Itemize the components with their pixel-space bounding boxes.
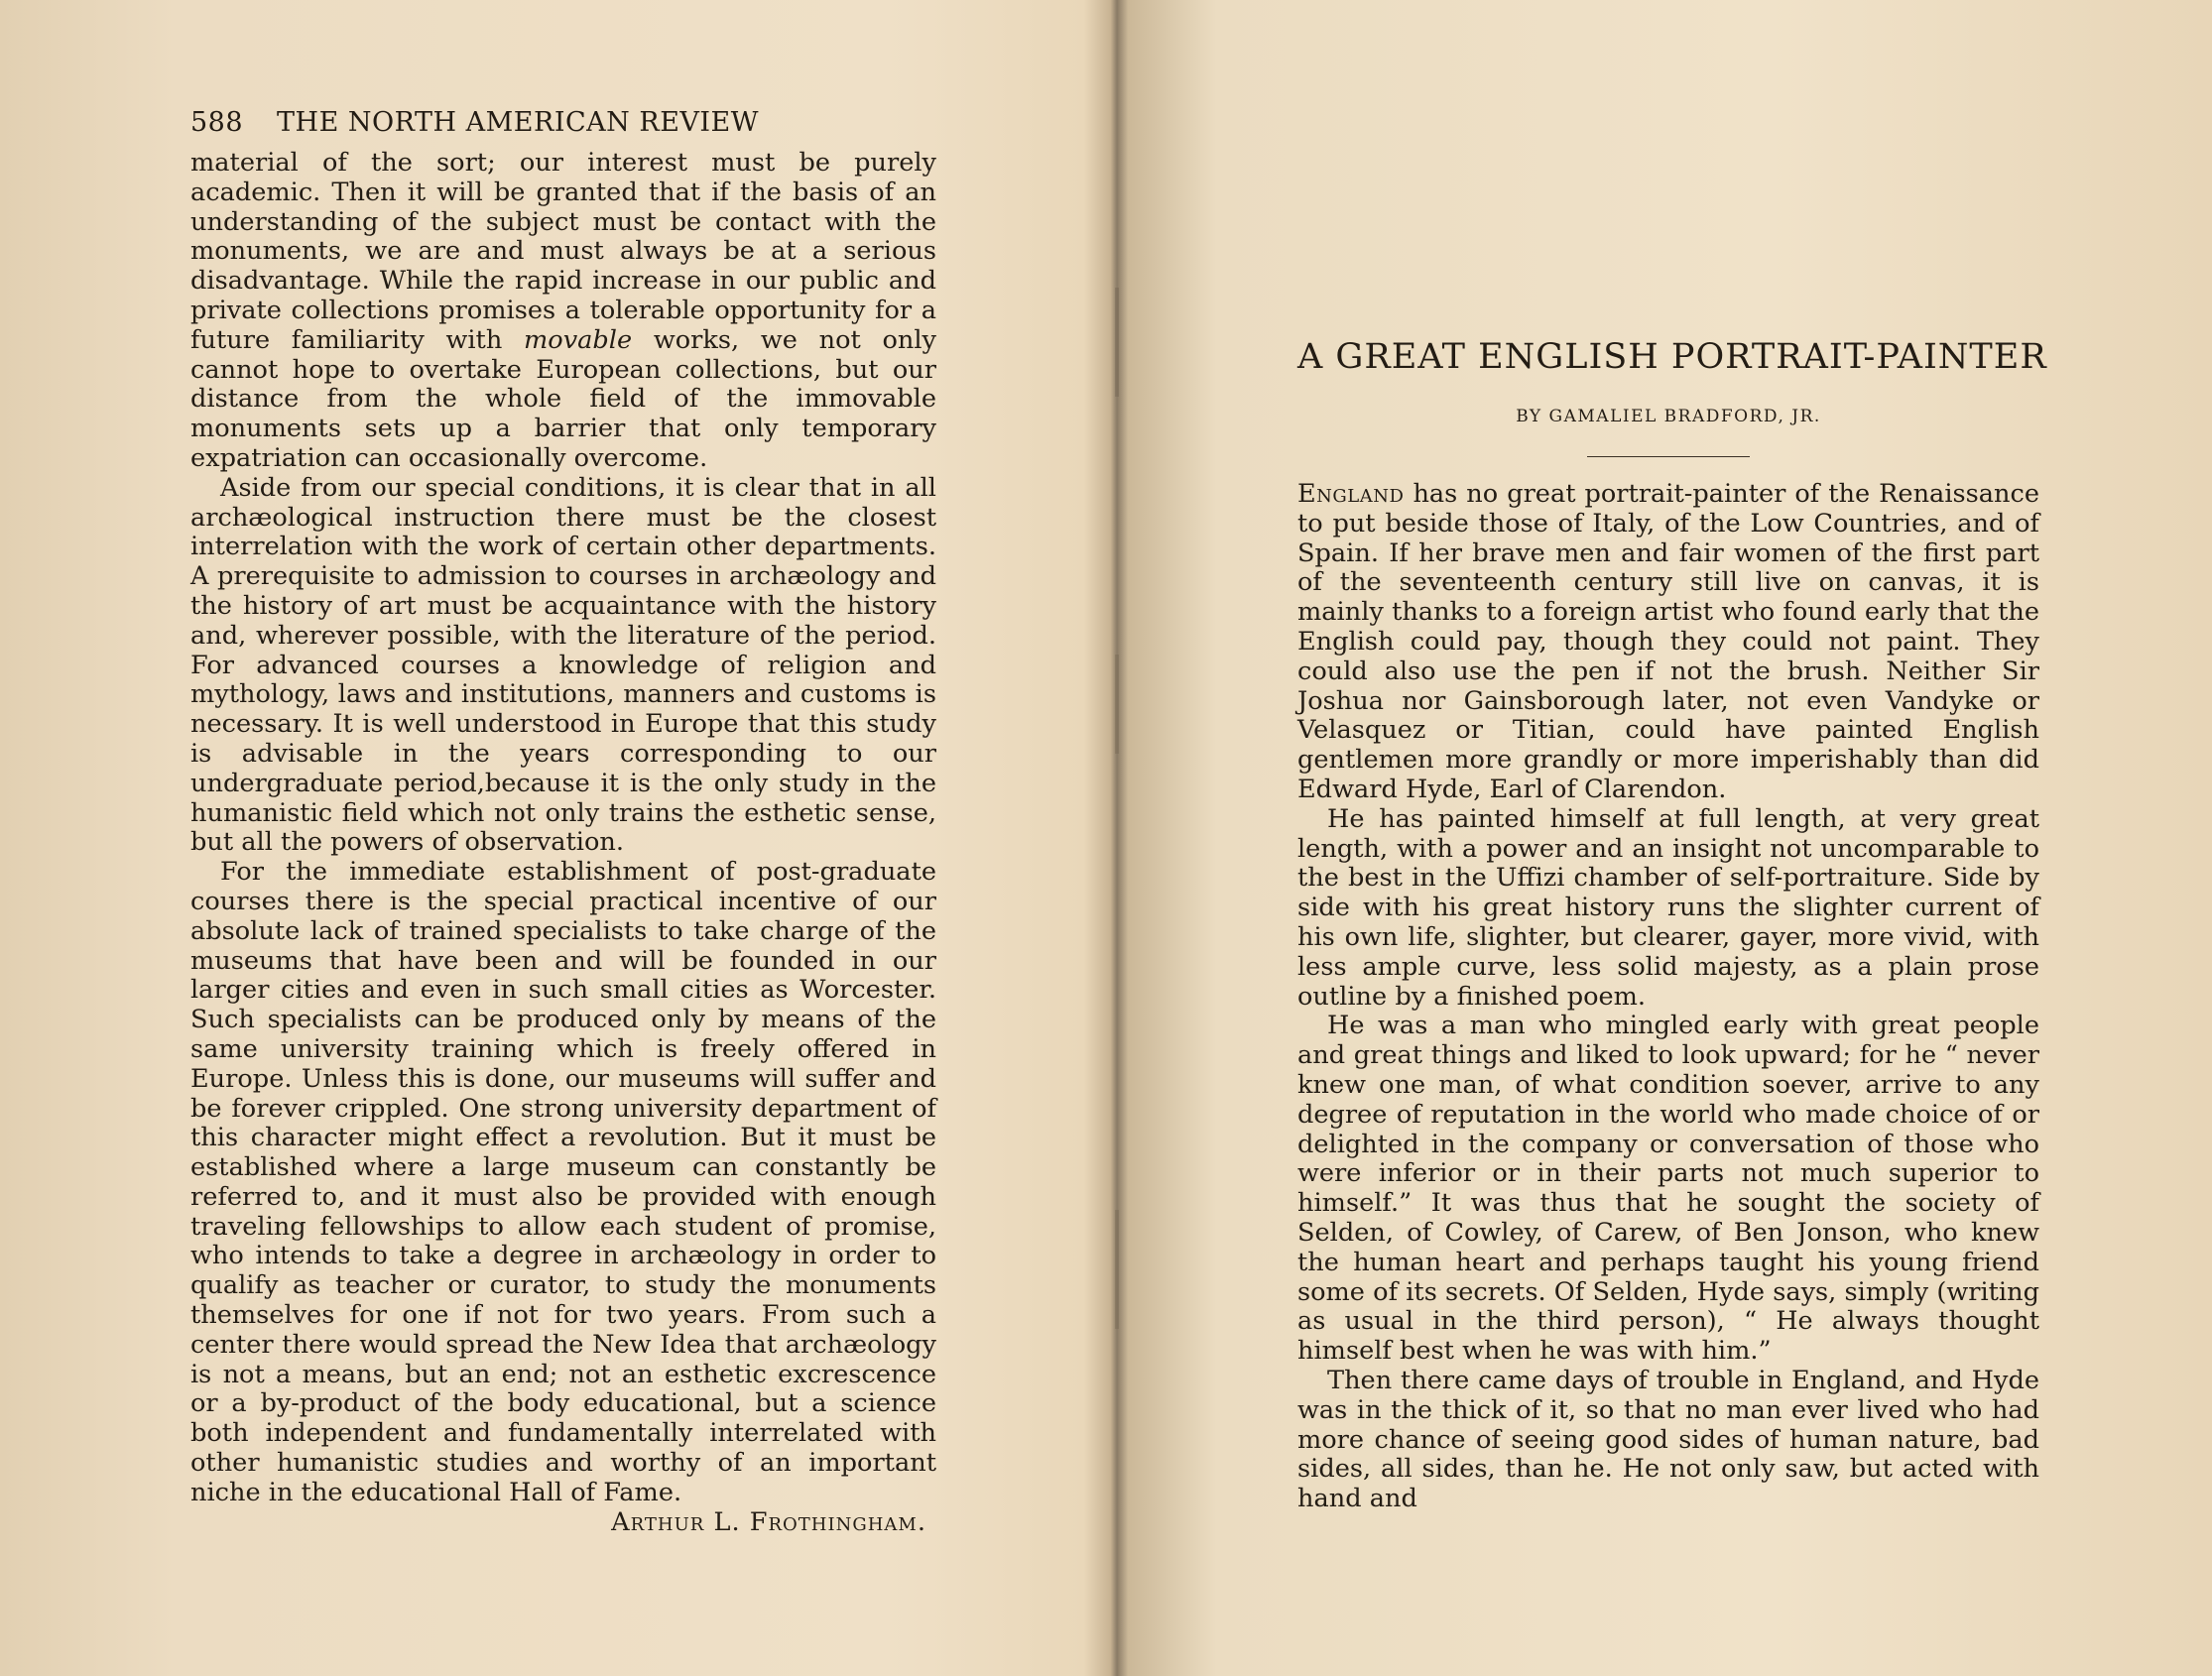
paragraph-text: works, we not only cannot hope to overtake European collections, but our distance from the whole field of the immovable monuments sets up a barrier that only temporary expatriation can occasionally overcome. [190, 324, 937, 473]
left-column-text [190, 149, 936, 1537]
page-number: 588 [190, 107, 244, 138]
paragraph [190, 857, 936, 1537]
byline: BY GAMALIEL BRADFORD, JR. [1516, 407, 1821, 426]
paragraph: He has painted himself at full length, at very great length, with a power and an insight not uncomparable to the best in the Uffizi chamber of self-portraiture. Side by side with his great history runs the slighter current of his own life, slighter, but clearer, gayer, more vivid, with less ample curve, less solid majesty, as a plain prose outline by a finished poem. [1297, 803, 2039, 1012]
paragraph-text: material of the sort; our interest must be purely academic. Then it will be granted that if the basis of an understanding of the subject must be contact with the monuments, we are and must always be at a serious disadvantage. While the rapid increase in our public and private collections promises a tolerable opportunity for a future familiarity with [190, 148, 936, 355]
running-head [190, 107, 934, 138]
paragraph: Then there came days of trouble in England, and Hyde was in the thick of it, so that no man ever lived who had more chance of seeing good sides of human nature, bad sides, all sides, than he. He not only saw, but acted with hand and [1297, 1365, 2039, 1514]
paragraph-text: has no great portrait-painter of the Renaissance to put beside those of Italy, of the Low Countries, and of Spain. If her brave men and fair women of the first part of the seventeenth century still live on canvas, it is mainly thanks to a foreign artist who found early that the English could pay, though they could not paint. They could also use the pen if not the brush. Neither Sir Joshua nor Gainsborough later, not even Vandyke or Velasquez or Titian, could have painted English gentlemen more grandly or more imperishably than did Edward Hyde, Earl of Clarendon. [1297, 479, 2039, 804]
title-rule [1587, 456, 1750, 457]
paragraph-text: For the immediate establishment of post-graduate courses there is the special practical incentive of our absolute lack of trained specialists to take charge of the museums that have been and will be founded in our larger cities and even in such small cities as Worcester. Such specialists can be produced only by means of the same university training which is freely offered in Europe. Unless this is done, our museums will suffer and be forever crippled. One strong university department of this character might effect a revolution. But it must be established where a large museum can constantly be referred to, and it must also be provided with enough traveling fellowships to allow each student of promise, who intends to take a degree in archæology in order to qualify as teacher or curator, to study the monuments themselves for one if not for two years. From such a center there would spread the New Idea that archæology is not a means, but an end; not an esthetic excrescence or a by-product of the body educational, but a science both independent and fundamentally interrelated with other humanistic studies and worthy of an important niche in the educational Hall of Fame. [190, 857, 936, 1507]
author-signature: Arthur L. Frothingham. [611, 1506, 926, 1537]
paragraph: He was a man who mingled early with great people and great things and liked to look upward; for he “ never knew one man, of what condition soever, arrive to any degree of reputation in the world who made choice of or delighted in the company or conversation of those who were inferior or in their parts not much superior to himself.” It was thus that he sought the society of Selden, of Cowley, of Carew, of Ben Jonson, who knew the human heart and perhaps taught his young friend some of its secrets. Of Selden, Hyde says, simply (writing as usual in the third person), “ He always thought himself best when he was with him.” [1297, 1011, 2039, 1367]
right-page [1115, 0, 2212, 1676]
article-title: A GREAT ENGLISH PORTRAIT-PAINTER [1297, 337, 2047, 377]
paragraph [1297, 480, 2039, 805]
italic-word: movable [524, 324, 633, 355]
drop-word: England [1297, 479, 1405, 509]
running-head-title: THE NORTH AMERICAN REVIEW [277, 107, 760, 138]
right-column-text [1297, 480, 2039, 1514]
paragraph: Aside from our special conditions, it is clear that in all archæological instruction there must be the closest interrelation with the work of certain other departments. A prerequisite to admission to courses in archæology and the history of art must be acquaintance with the history and, wherever possible, with the literature of the period. For advanced courses a knowledge of religion and mythology, laws and institutions, manners and customs is necessary. It is well understood in Europe that this study is advisable in the years corresponding to our undergraduate period,because it is the only study in the humanistic field which not only trains the esthetic sense, but all the powers of observation. [190, 472, 936, 858]
paragraph [190, 149, 936, 474]
